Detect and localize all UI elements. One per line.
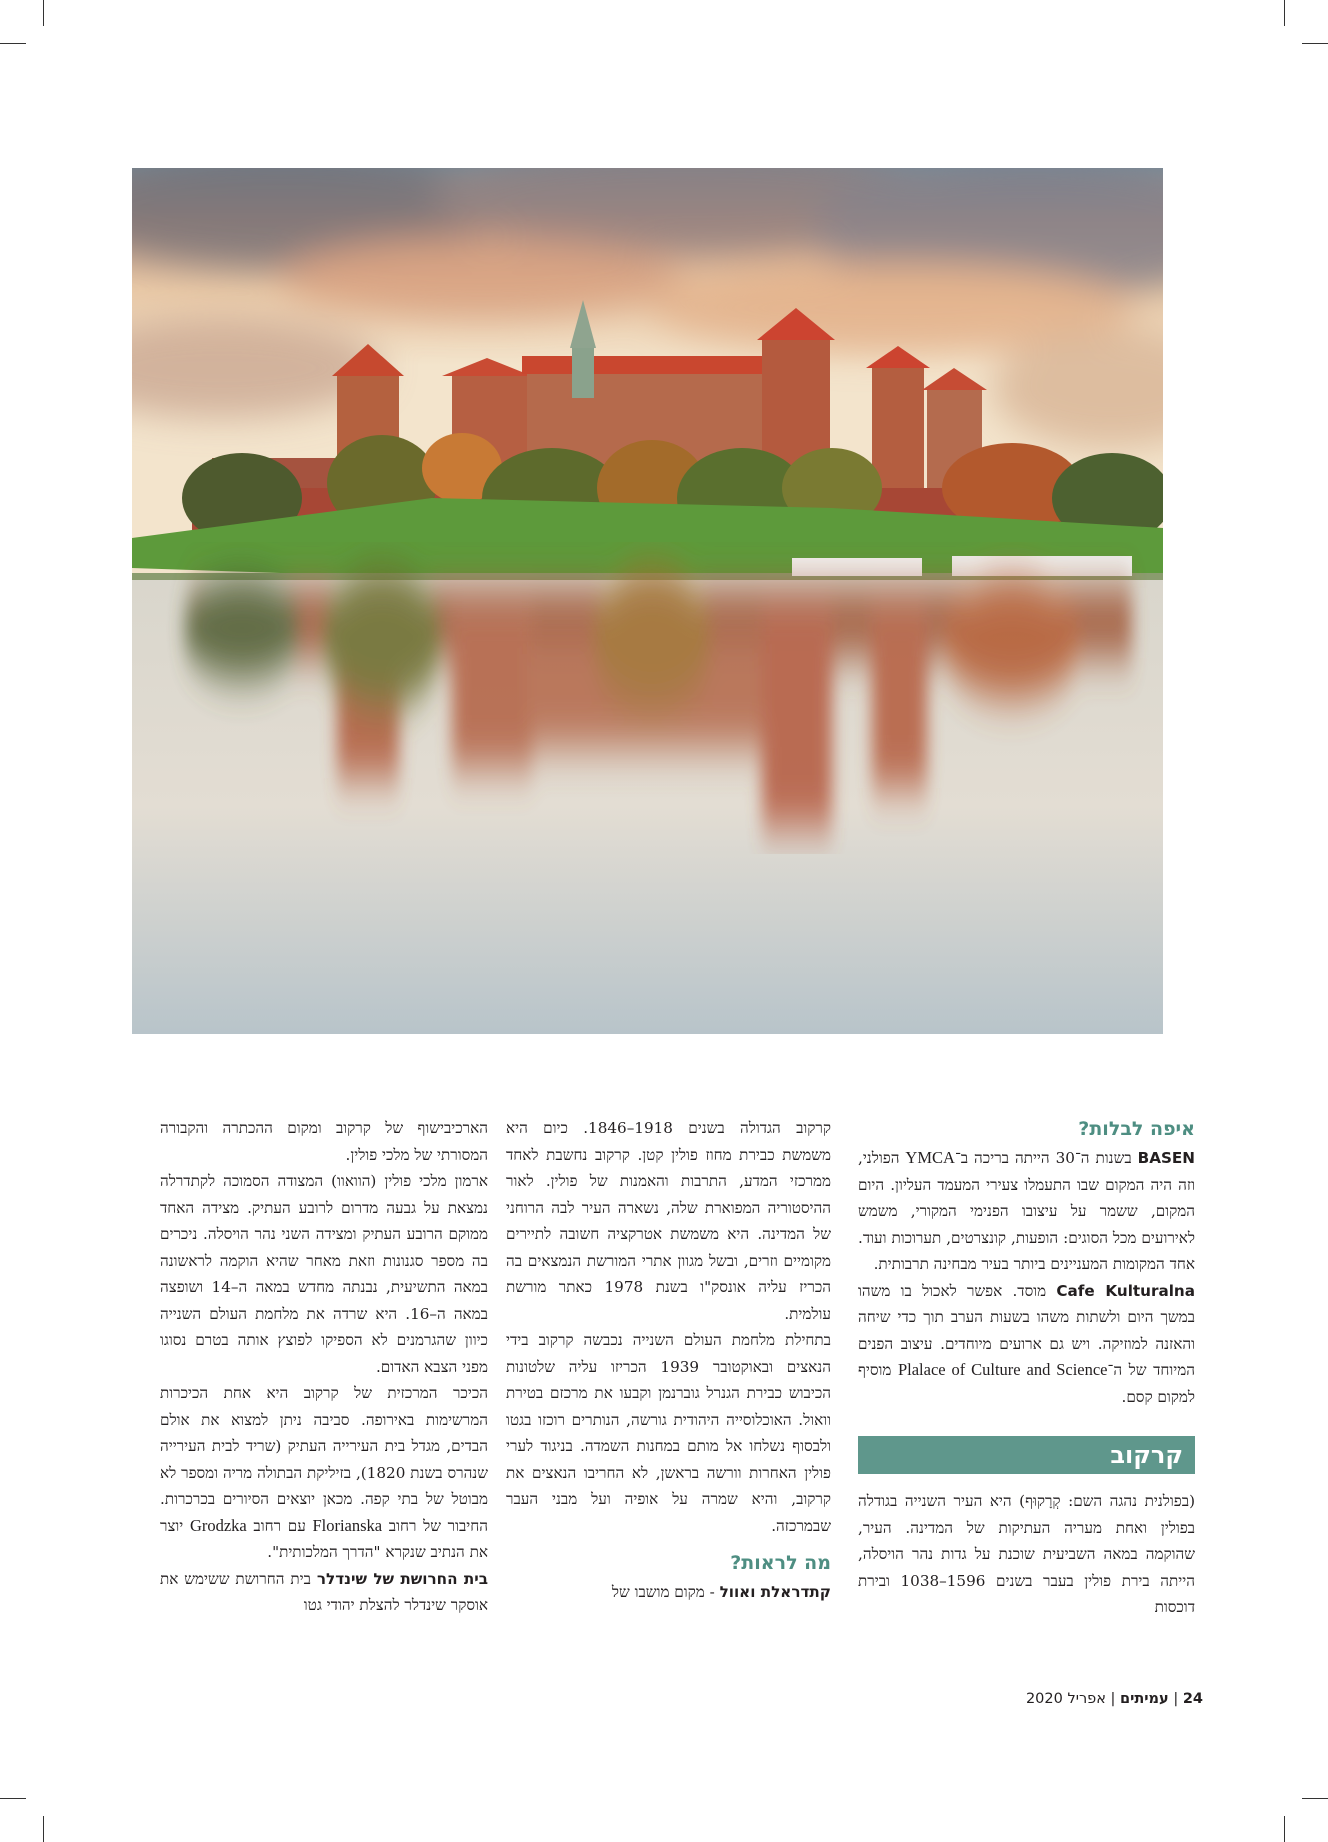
page-footer <box>1026 1691 1203 1707</box>
city-banner: קרקוב <box>858 1436 1195 1474</box>
crop-mark <box>1302 1798 1328 1799</box>
ymca-name: YMCA <box>905 1148 955 1167</box>
cafe-text-1: מוסד. אפשר לאכול בו משהו במשך היום ולשתות משהו בשעות הערב תוך כדי שיחה והאזנה למוזיקה. ויש גם ארועים מיוחדים. עיצוב הפנים המיוחד של ה־ <box>858 1281 1195 1379</box>
page-number: 24 <box>1182 1691 1203 1707</box>
footer-separator: | <box>1173 1691 1179 1707</box>
war-paragraph: בתחילת מלחמת העולם השנייה נכבשה קרקוב בידי הנאצים ובאוקטובר 1939 הכריזו עליה שלטונות הכיבוש כבירת הגנרל גוברנמן וקבעו את מרכזם בטירת וואול. האוכלוסייה היהודית גורשה, הנותרים רוכזו בגטו ולבסוף נשלחו אל מותם במחנות השמדה. בניגוד לערי פולין האחרות וורשה בראשן, לא החריבו הנאצים את קרקוב, והיא שמרה על אופיה ועל מבני העבר שבמרכזה. <box>506 1331 831 1535</box>
see-heading: מה לראות? <box>730 1552 831 1574</box>
castle-illustration <box>132 168 1163 1034</box>
cathedral-text: - מקום מושבו של <box>611 1583 720 1601</box>
crop-mark <box>43 1816 44 1842</box>
article-column-middle <box>506 1115 831 1606</box>
crop-mark <box>1284 1816 1285 1842</box>
crop-mark <box>0 43 26 44</box>
main-square-paragraph <box>160 1380 488 1566</box>
schindler-text: בית החרושת ששימש את אוסקר שינדלר להצלת יהודי גטו <box>160 1569 488 1614</box>
florianska-name: Florianska <box>312 1515 383 1535</box>
cafe-name: Cafe Kulturalna <box>1056 1281 1195 1300</box>
cafe-text-2: מוסיף למקום קסם. <box>858 1361 1195 1406</box>
grodzka-name: Grodzka <box>189 1515 247 1535</box>
article-column-right <box>858 1115 1195 1621</box>
square-text-c: יוצר את הנתיב שנקרא "הדרך המלכותית". <box>160 1516 488 1561</box>
basen-paragraph <box>858 1145 1195 1278</box>
crop-mark <box>43 0 44 26</box>
square-text-b: עם רחוב <box>246 1516 313 1535</box>
cathedral-continued-paragraph: הארכיבישוף של קרקוב ומקום ההכתרה והקבורה המסורתי של מלכי פולין. <box>160 1119 488 1164</box>
cathedral-name: קתדראלת ואוול <box>719 1583 831 1601</box>
schindler-name: בית החרושת של שינדלר <box>316 1569 488 1588</box>
issue-date: אפריל 2020 <box>1025 1691 1106 1707</box>
basen-text-2: הפולני, וזה היה המקום שבו התעמלו צעירי המעמד העליון. היום המקום, ששמר על עיצובו הפנימי המקורי, משמש לאירועים מכל הסוגים: הופעות, קונצרטים, תערוכות ועוד. אחד המקומות המעניינים ביותר בעיר מבחינה תרבותית. <box>858 1149 1195 1273</box>
square-text-a: הכיכר המרכזית של קרקוב היא אחת הכיכרות המרשימות באירופה. סביבה ניתן למצוא את אולם הבדים, מגדל בית העירייה העתיק (שריד לבית העירייה שנהרס בשנת 1820), בזיליקת הבתולה מריה ומספר לא מבוטל של בתי קפה. מכאן יוצאים הסיורים בכרכרות. החיבור של רחוב <box>160 1384 488 1535</box>
palace-name: Plalace of Culture and Science <box>897 1360 1108 1379</box>
schindler-paragraph <box>160 1566 488 1619</box>
crop-mark <box>1302 43 1328 44</box>
basen-name: BASEN <box>1137 1149 1195 1167</box>
where-heading: איפה לבלות? <box>1078 1118 1195 1140</box>
footer-separator: | <box>1110 1691 1116 1707</box>
cathedral-paragraph <box>506 1579 831 1606</box>
city-intro-paragraph: (בפולנית נהגה השם: קְרָקוּף) היא העיר השנייה בגודלה בפולין ואחת מעריה העתיקות של המדינה. העיר, שהוקמה במאה השביעית שוכנת על גדות נהר הויסלה, הייתה בירת פולין בעבר בשנים 1596–1038 ובירת דוכסות <box>858 1492 1195 1616</box>
crop-mark <box>1284 0 1285 26</box>
article-column-left <box>160 1115 488 1619</box>
crop-mark <box>0 1798 26 1799</box>
royal-palace-paragraph: ארמון מלכי פולין (הוואוו) המצודה הסמוכה לקתדרלה נמצאת על גבעה מדרום לרובע העתיק. מצידה האחד ממוקם הרובע העתיק ומצידה השני נהר הויסלה. ניכרים בה מספר סגנונות וזאת מאחר שהיא הוקמה לראשונה במאה התשיעית, נבנתה מחדש במאה ה–14 ושופצה במאה ה–16. היא שרדה את מלחמת העולם השנייה כיוון שהגרמנים לא הספיקו לפוצץ אותה בטרם נסוגו מפני הצבא האדום. <box>160 1172 488 1376</box>
cafe-paragraph <box>858 1278 1195 1411</box>
magazine-name: עמיתים <box>1120 1691 1169 1707</box>
castle-photo <box>132 168 1163 1034</box>
basen-text-1: בשנות ה־30 הייתה בריכה ב־ <box>954 1149 1138 1167</box>
history-paragraph: קרקוב הגדולה בשנים 1918–1846. כיום היא משמשת כבירת מחוז פולין קטן. קרקוב נחשבת לאחד ממרכזי המדע, התרבות והאמנות של פולין. לאור ההיסטוריה המפוארת שלה, נשארה העיר לבה הרוחני של המדינה. היא משמשת אטרקציה חשובה לתיירים מקומיים וזרים, ובשל מגוון אתרי המורשת הנמצאים בה הכריז עליה אונסק"ו בשנת 1978 כאתר מורשת עולמית. <box>506 1119 831 1323</box>
